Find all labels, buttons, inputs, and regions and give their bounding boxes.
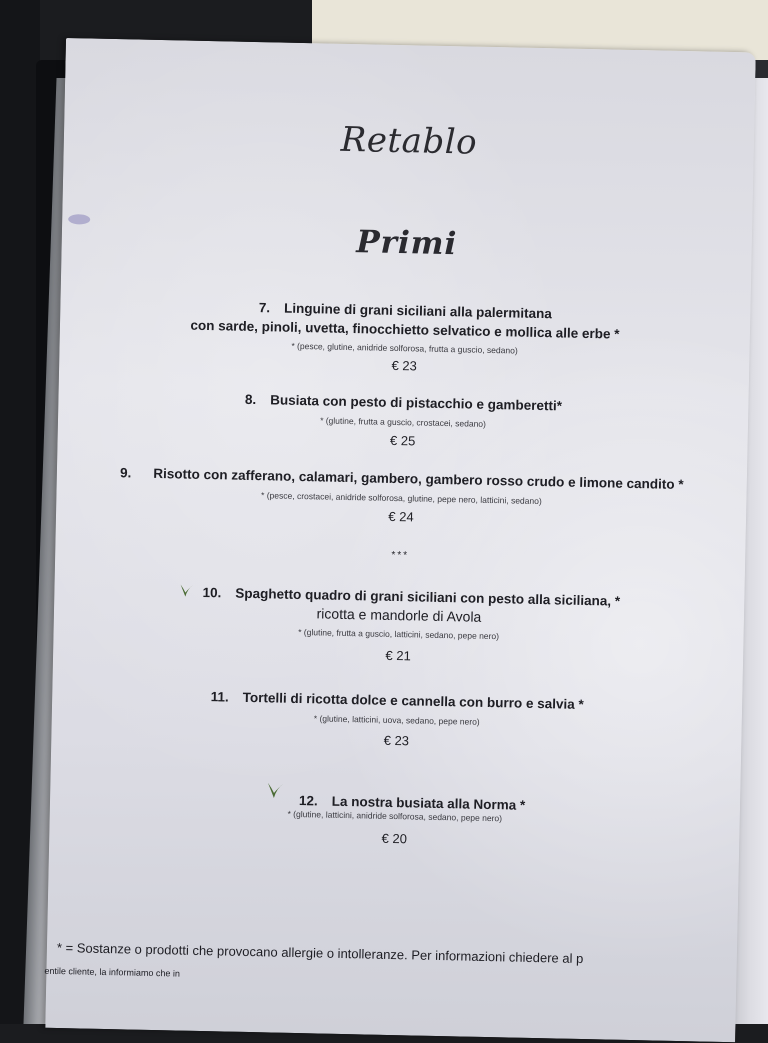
menu-page (45, 38, 756, 1042)
dish-12-name: 12. La nostra busiata alla Norma * (50, 780, 740, 817)
dish-9-price: € 24 (388, 508, 414, 525)
dish-10-price: € 21 (385, 647, 411, 664)
dish-7-allergens: * (pesce, glutine, anidride solforosa, frutta a guscio, sedano) (291, 340, 518, 356)
dish-8-allergens: * (glutine, frutta a guscio, crostacei, sedano) (320, 415, 487, 429)
customer-note: entile cliente, la informiamo che in (44, 965, 181, 979)
dish-7-description: con sarde, pinoli, uvetta, finocchietto selvatico e mollica alle erbe * (190, 317, 620, 342)
leaf-icon (178, 582, 194, 598)
dish-10-allergens: * (glutine, frutta a guscio, latticini, sedano, pepe nero) (298, 626, 500, 642)
dish-7-price: € 23 (391, 357, 418, 374)
restaurant-logo: Retablo (340, 119, 478, 163)
dish-11-price: € 23 (383, 732, 410, 749)
leaf-icon (265, 780, 285, 800)
dish-11-allergens: * (glutine, latticini, uova, sedano, pepe nero) (313, 713, 480, 727)
dish-8-price: € 25 (389, 432, 416, 449)
dish-10-description: ricotta e mandorle di Avola (316, 605, 482, 625)
dish-7-name: 7. Linguine di grani siciliani alla palermitana (258, 300, 553, 322)
dish-12-price: € 20 (381, 830, 408, 847)
section-separator: *** (391, 549, 410, 562)
dish-9-name: 9. Risotto con zafferano, calamari, gambero, gambero rosso crudo e limone candito * (119, 465, 684, 493)
dish-8-name: 8. Busiata con pesto di pistacchio e gamberetti* (244, 391, 563, 414)
dish-9-allergens: * (pesce, crostacei, anidride solforosa, glutine, pepe nero, latticini, sedano) (261, 490, 542, 507)
allergen-footnote: * = Sostanze o prodotti che provocano allergie o intolleranze. Per informazioni chiedere al p (56, 940, 584, 967)
dish-10-name: 10. Spaghetto quadro di grani siciliani con pesto alla siciliana, * (54, 578, 744, 611)
dish-12-allergens: * (glutine, latticini, anidride solforosa, sedano, pepe nero) (287, 808, 503, 824)
section-title: Primi (355, 224, 458, 263)
dish-11-name: 11. Tortelli di ricotta dolce e cannella con burro e salvia * (210, 689, 584, 712)
